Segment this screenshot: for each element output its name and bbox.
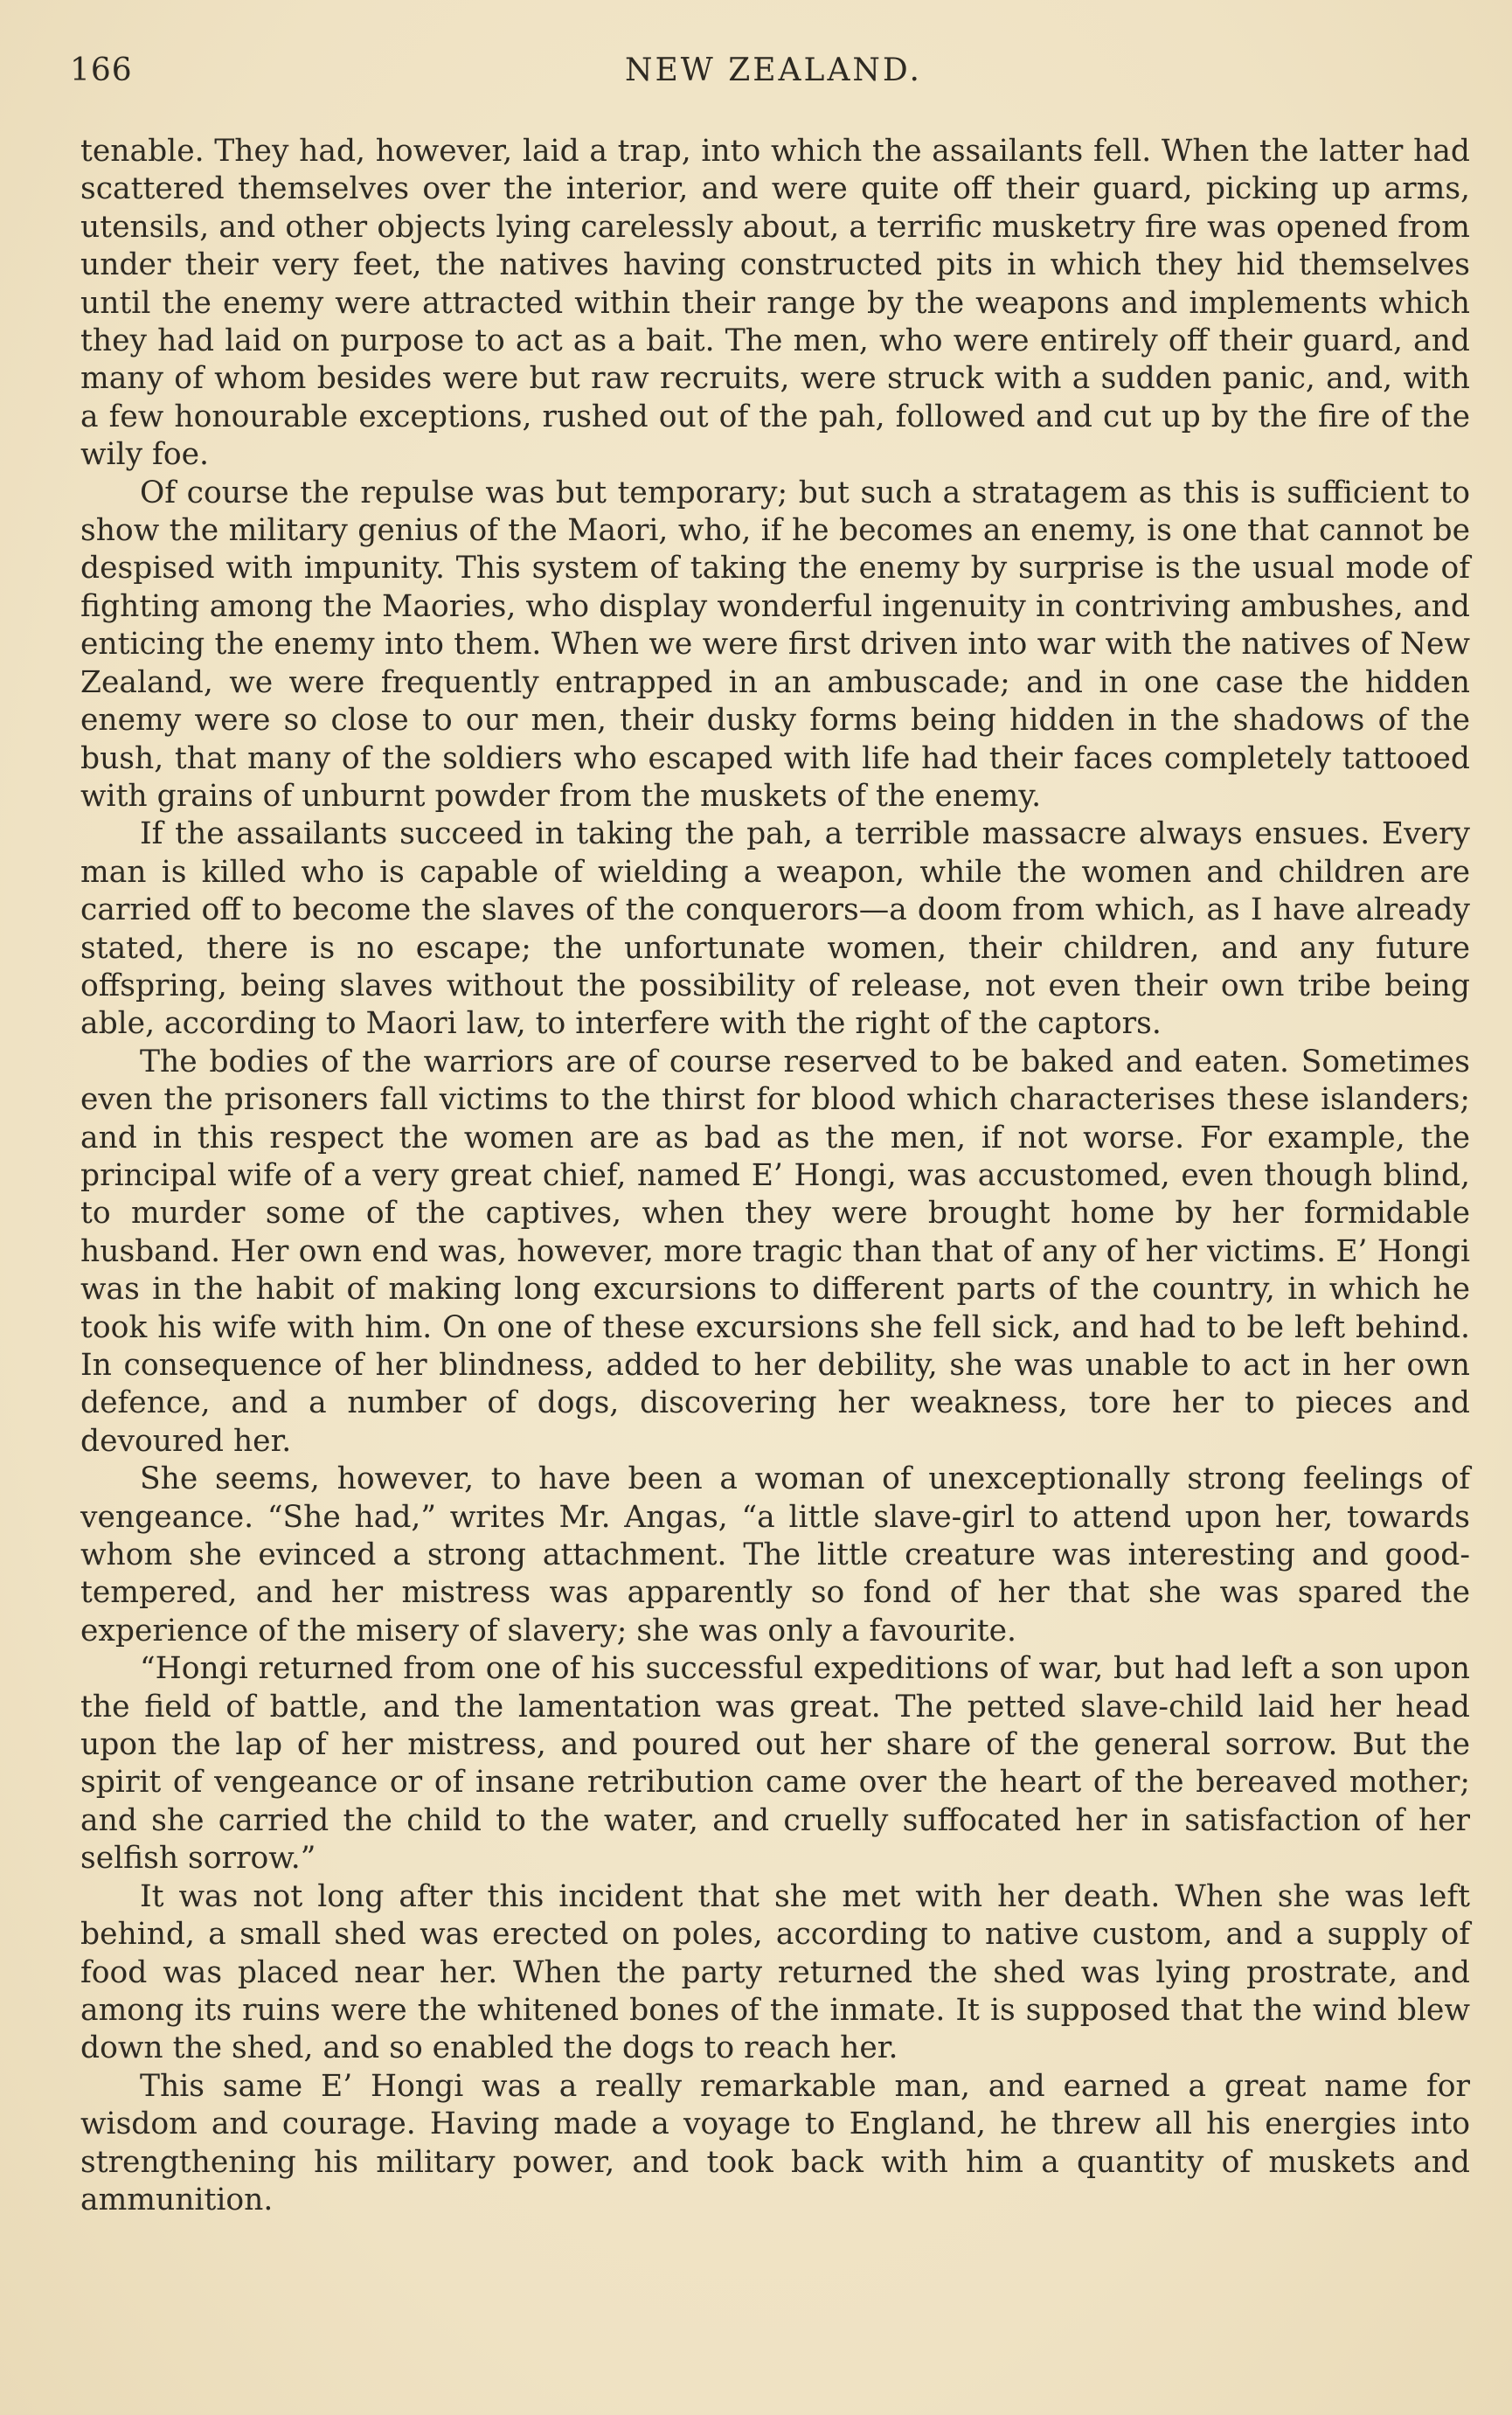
page-number: 166 (70, 52, 133, 88)
paragraph-3: If the assailants succeed in taking the pah, a terrible massacre always ensues. Every man is killed who is capable of wielding a weapon, while the women and children are carried off to become the slaves of the conquerors—a doom from which, as I have already stated, there is no escape; the unfortunate women, their children, and any future offspring, being slaves without the possibility of release, not even their own tribe being able, according to Maori law, to interfere with the right of the captors. (80, 816, 1470, 1042)
running-head (70, 52, 1477, 96)
body-text (80, 133, 1470, 2219)
paragraph-6: “Hongi returned from one of his successful expeditions of war, but had left a son upon the field of battle, and the lamentation was great. The petted slave-child laid her head upon the lap of her mistress, and poured out her share of the general sorrow. But the spirit of vengeance or of insane retribution came over the heart of the bereaved mother; and she carried the child to the water, and cruelly suffocated her in satisfaction of her selfish sorrow.” (80, 1651, 1470, 1877)
paragraph-2: Of course the repulse was but temporary; but such a stratagem as this is sufficient to show the military genius of the Maori, who, if he becomes an enemy, is one that cannot be despised with impunity. This system of taking the enemy by surprise is the usual mode of fighting among the Maories, who display wonderful ingenuity in contriving ambushes, and enticing the enemy into them. When we were first driven into war with the natives of New Zealand, we were frequently entrapped in an ambuscade; and in one case the hidden enemy were so close to our men, their dusky forms being hidden in the shadows of the bush, that many of the soldiers who escaped with life had their faces completely tattooed with grains of unburnt powder from the muskets of the enemy. (80, 475, 1470, 814)
paragraph-7: It was not long after this incident that she met with her death. When she was left behind, a small shed was erected on poles, according to native custom, and a supply of food was placed near her. When the party returned the shed was lying prostrate, and among its ruins were the whitened bones of the inmate. It is supposed that the wind blew down the shed, and so enabled the dogs to reach her. (80, 1878, 1470, 2066)
paragraph-5: She seems, however, to have been a woman of unexceptionally strong feelings of vengeance. “She had,” writes Mr. Angas, “a little slave-girl to attend upon her, towards whom she evinced a strong attachment. The little creature was interesting and good-tempered, and her mistress was apparently so fond of her that she was spared the experience of the misery of slavery; she was only a favourite. (80, 1461, 1470, 1648)
paragraph-1: tenable. They had, however, laid a trap, into which the assailants fell. When the latter had scattered themselves over the interior, and were quite off their guard, picking up arms, utensils, and other objects lying carelessly about, a terrific musketry fire was opened from under their very feet, the natives having constructed pits in which they hid themselves until the enemy were attracted within their range by the weapons and implements which they had laid on purpose to act as a bait. The men, who were entirely off their guard, and many of whom besides were but raw recruits, were struck with a sudden panic, and, with a few honourable exceptions, rushed out of the pah, followed and cut up by the fire of the wily foe. (80, 134, 1470, 473)
paragraph-8: This same E’ Hongi was a really remarkable man, and earned a great name for wisdom and courage. Having made a voyage to England, he threw all his energies into strengthening his military power, and took back with him a quantity of muskets and ammunition. (80, 2068, 1470, 2217)
paragraph-4: The bodies of the warriors are of course reserved to be baked and eaten. Sometimes even the prisoners fall victims to the thirst for blood which characterises these islanders; and in this respect the women are as bad as the men, if not worse. For example, the principal wife of a very great chief, named E’ Hongi, was accustomed, even though blind, to murder some of the captives, when they were brought home by her formidable husband. Her own end was, however, more tragic than that of any of her victims. E’ Hongi was in the habit of making long excursions to different parts of the country, in which he took his wife with him. On one of these excursions she fell sick, and had to be left behind. In consequence of her blindness, added to her debility, she was unable to act in her own defence, and a number of dogs, discovering her weakness, tore her to pieces and devoured her. (80, 1044, 1470, 1459)
running-title: NEW ZEALAND. (625, 52, 922, 88)
